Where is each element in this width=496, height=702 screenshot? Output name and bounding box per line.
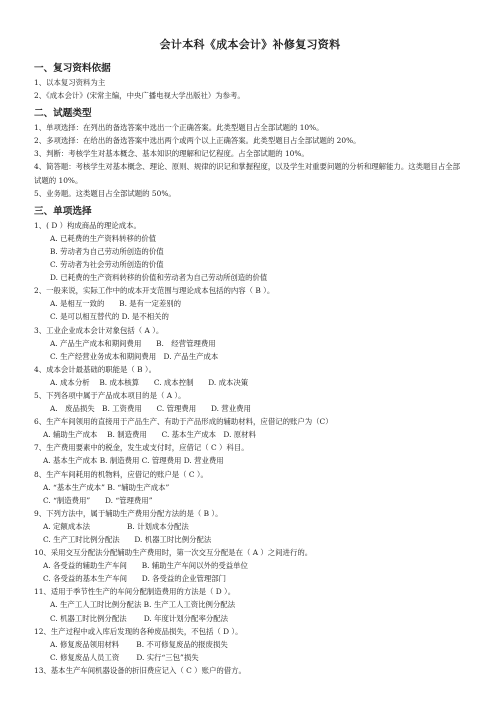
question-option: B. 劳动者为自己劳动所创造的价值 <box>50 246 164 256</box>
question-option: A. 辅助生产成本 B. 制造费用 C. 基本生产成本 D. 原材料 <box>43 430 256 440</box>
section-heading-question-types: 二、试题类型 <box>34 108 92 120</box>
question-option: C. 劳动者为社会劳动所创造的价值 <box>50 260 164 270</box>
question-option: C. 修复废品人员工资 D. 实行“三包”损失 <box>50 652 199 662</box>
question-option: A. 修复废品领用材料 B. 不可修复废品的报废损失 <box>50 639 228 649</box>
question-stem: 11、适用于季节性生产的车间分配制造费用的方法是（ D ）。 <box>34 587 236 597</box>
text-line: 3、判断：考核学生对基本概念、基本知识的理解和记忆程度。占全部试题的 10%。 <box>34 149 309 159</box>
question-option: A. 定额成本法 B. 计划成本分配法 <box>43 521 189 531</box>
question-option: A. 生产工人工时比例分配法 B. 生产工人工资比例分配法 <box>50 600 236 610</box>
text-line: 2、多项选择：在给出的备选答案中选出两个或两个以上正确答案。此类型题目占全部试题的 20%。 <box>34 136 361 146</box>
text-paragraph: 4、简答题：考核学生对基本概念、理论、原则、规律的识记和掌握程度，以及学生对重要问题的分析和理解能力。这类题目占全部试题的 10%。 <box>34 162 460 185</box>
question-option: A. 是相互一致的 B. 是有一定差别的 <box>50 299 182 309</box>
question-stem: 9、下列方法中，属于辅助生产费用分配方法的是（ B ）。 <box>34 508 223 518</box>
question-option: A. 废品损失 B. 工资费用 C. 管理费用 D. 营业费用 <box>50 404 251 414</box>
question-stem: 2、一般来说，实际工作中的成本开支范围与理论成本包括的内容（ B ）。 <box>34 286 275 296</box>
question-option: C. 生产经营业务成本和期间费用 D. 产品生产成本 <box>50 351 219 361</box>
text-line: 2、《成本会计》(宋常主编，中央广播电视大学出版社）为参考。 <box>34 91 245 101</box>
question-stem: 8、生产车间耗用的机物料，应借记的账户是（ C ）。 <box>34 469 208 479</box>
question-stem: 6、生产车间领用的直接用于产品生产、有助于产品形成的辅助材料，应借记的账户为（C） <box>34 417 333 427</box>
question-option: A. 已耗费的生产资料转移的价值 <box>50 233 157 243</box>
question-option: C. 机器工时比例分配法 D. 年度计划分配率分配法 <box>50 613 229 623</box>
question-stem: 12、生产过程中或入库后发现的各种废品损失，不包括（ D ）。 <box>34 626 243 636</box>
question-option: A. 成本分析 B. 成本核算 C. 成本控制 D. 成本决策 <box>50 377 249 387</box>
question-option: A. 基本生产成本 B. 制造费用 C. 管理费用 D. 营业费用 <box>43 456 224 466</box>
question-option: C. 是可以相互替代的 D. 是不相关的 <box>50 312 169 322</box>
question-option: C. 各受益的基本生产车间 D. 各受益的企业管理部门 <box>43 574 227 584</box>
page-title: 会计本科《成本会计》补修复习资料 <box>159 38 341 51</box>
question-option: A. 各受益的辅助生产车间 B. 辅助生产车间以外的受益单位 <box>43 561 248 571</box>
question-stem: 13、基本生产车间机器设备的折旧费应记入（ C ）账户的借方。 <box>34 665 246 675</box>
question-stem: 3、工业企业成本会计对象包括（ A ）。 <box>34 325 164 335</box>
question-option: C. “制造费用” D. “管理费用” <box>43 495 153 505</box>
section-heading-single-choice: 三、单项选择 <box>34 205 92 217</box>
question-stem: 4、成本会计最基础的职能是（ B ）。 <box>34 364 156 374</box>
section-heading-basis: 一、复习资料依据 <box>34 63 111 74</box>
question-stem: 5、下列各项中属于产品成本项目的是（ A ）。 <box>34 390 186 400</box>
question-stem: 7、生产费用要素中的税金，发生或支付时，应借记（ C ）科目。 <box>34 443 249 453</box>
question-option: A. “基本生产成本” B. “辅助生产成本” <box>43 482 170 492</box>
question-option: A. 产品生产成本和期间费用 B. 经营管理费用 <box>50 338 216 348</box>
question-stem: 1、( D ）构成商品的理论成本。 <box>34 220 141 230</box>
text-line: 1、单项选择：在列出的备选答案中选出一个正确答案。此类型题目占全部试题的 10%。 <box>34 123 324 133</box>
text-line: 1、以本复习资料为主 <box>34 78 106 87</box>
question-option: C. 生产工时比例分配法 D. 机器工时比例分配法 <box>43 535 212 544</box>
question-stem: 10、采用交互分配法分配辅助生产费用时，第一次交互分配是在（ A ）之间进行的。 <box>34 548 313 558</box>
text-line: 5、业务题。这类题目占全部试题的 50%。 <box>34 188 176 198</box>
question-option: D. 已耗费的生产资料转移的价值和劳动者为自己劳动所创造的价值 <box>50 273 268 283</box>
